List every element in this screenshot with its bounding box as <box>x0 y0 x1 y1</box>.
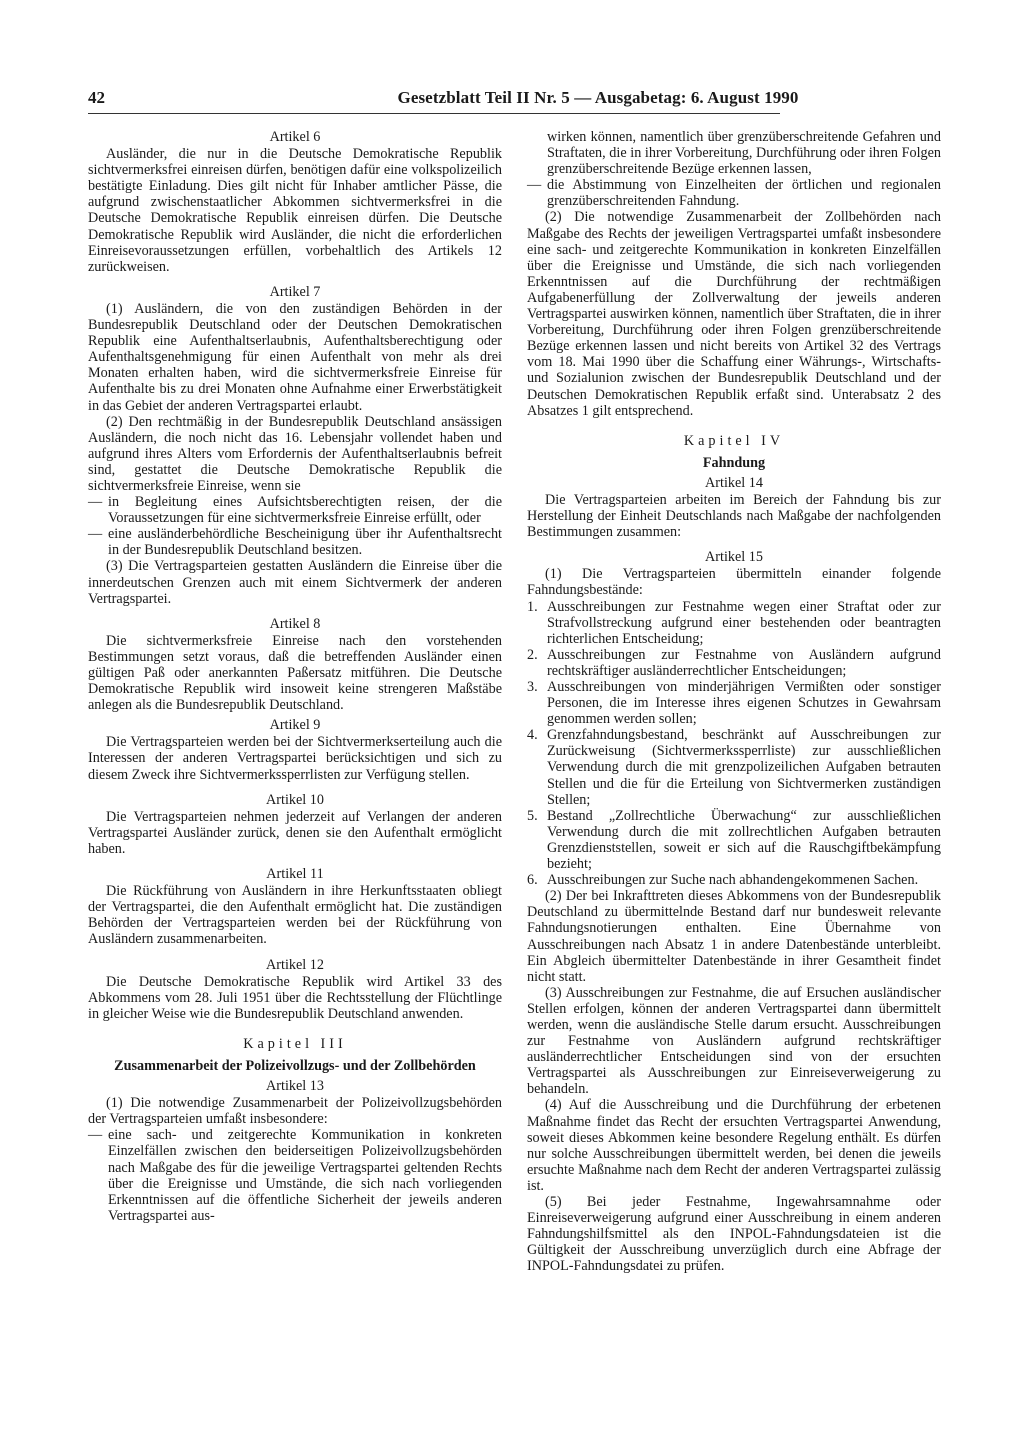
article-8-text: Die sichtvermerksfreie Einreise nach den vorstehenden Bestimmungen setzt voraus, daß die betreffenden Ausländer einen gültigen Paß oder anerkannten Paßersatz mitführen. Die Deutsche Demokratische Republik wird insoweit keine strengeren Maßstäbe anlegen als die Bundesrepublik Deutschland. <box>88 632 502 714</box>
left-column <box>88 129 502 1224</box>
article-7-bullet-1: — in Begleitung eines Aufsichtsberechtigten reisen, der die Voraussetzungen für eine sichtvermerksfreie Einreise erfüllt, oder <box>88 494 502 527</box>
article-14-text: Die Vertragsparteien arbeiten im Bereich der Fahndung bis zur Herstellung der Einheit Deutschlands nach Maßgabe der nachfolgenden Bestimmungen zusammen: <box>527 491 941 541</box>
article-13-title: Artikel 13 <box>266 1078 324 1095</box>
article-6-title: Artikel 6 <box>269 129 321 145</box>
article-14-title: Artikel 14 <box>705 474 763 491</box>
article-7-para-2: (2) Den rechtmäßig in der Bundesrepublik Deutschland ansässigen Ausländern, die noch nicht das 16. Lebensjahr vollendet haben und aufgrund ihres Alters vom Erfordernis der Aufenthaltserlaubnis befreit sind, gestattet die Deutsche Demokratische Republik die sichtvermerksfreie Einreise, wenn sie <box>88 413 502 494</box>
article-7-title: Artikel 7 <box>269 283 321 300</box>
article-11-text: Die Rückführung von Ausländern in ihre Herkunftsstaaten obliegt der Vertragspartei, die den Aufenthalt ermöglicht hat. Die zuständigen Behörden der Vertragsparteien werden bei der Rückführung von Ausländern zusammenarbeiten. <box>88 883 502 948</box>
article-10-text: Die Vertragsparteien nehmen jederzeit auf Verlangen der anderen Vertragspartei Ausländer zurück, denen sie den Aufenthalt ermöglicht haben. <box>88 808 502 857</box>
article-7-bullet-2: — eine ausländerbehördliche Bescheinigung über ihr Aufenthaltsrecht in der Bundesrepublik Deutschland besitzen. <box>88 526 502 559</box>
article-15-para-3: (3) Ausschreibungen zur Festnahme, die auf Ersuchen ausländischer Stellen erfolgen, können der anderen Vertragspartei dann übermittelt werden, wenn die ausländische Stelle darum ersucht. Ausschreibungen zur Festnahme von Ausländern aufgrund rechtskräftiger ausländerrechtlicher Entscheidungen sind von der ersuchten Vertragspartei als Ausschreibungen zur Einreiseverweigerung zu behandeln. <box>527 984 941 1098</box>
list-item: 1. Ausschreibungen zur Festnahme wegen einer Straftat oder zur Strafvollstreckung aufgrund einer bestehenden oder beantragten richterlichen Entscheidung; <box>527 598 941 647</box>
article-8-title: Artikel 8 <box>269 615 321 632</box>
right-column <box>527 129 941 1274</box>
header-rule <box>88 113 780 114</box>
article-13-bullet-1-continued: wirken können, namentlich über grenzüberschreitende Gefahren und Straftaten, die in ihrer Vorbereitung, Durchführung oder ihren Folgen grenzüberschreitende Bezüge erkennen lassen, <box>547 129 941 178</box>
list-item: 3. Ausschreibungen von minderjährigen Vermißten oder sonstiger Personen, die im Interesse ihres eigenen Schutzes in Gewahrsam genommen werden sollen; <box>527 679 941 728</box>
article-7-para-3: (3) Die Vertragsparteien gestatten Ausländern die Einreise über die innerdeutschen Grenzen auch mit einem Sichtvermerk der anderen Vertragspartei. <box>88 558 502 607</box>
list-item: 2. Ausschreibungen zur Festnahme von Ausländern aufgrund rechtskräftiger ausländerrechtlicher Entscheidungen; <box>527 646 941 679</box>
article-15-para-5: (5) Bei jeder Festnahme, Ingewahrsamnahme oder Einreiseverweigerung aufgrund einer Ausschreibung in einem anderen Fahndungshilfsmittel als den INPOL-Fahndungsdateien ist die Gültigkeit der Ausschreibung unverzüglich durch eine Abfrage der INPOL-Fahndungsdatei zu prüfen. <box>527 1194 941 1275</box>
chapter-3-title: Kapitel III <box>243 1035 347 1052</box>
chapter-3-subtitle: Zusammenarbeit der Polizeivollzugs- und der Zollbehörden <box>114 1057 476 1074</box>
list-item: 5. Bestand „Zollrechtliche Überwachung“ zur ausschließlichen Verwendung durch die mit zollrechtlichen Aufgaben betrauten Grenzdienststellen, soweit er sich auf die Rauschgiftbekämpfung bezieht; <box>527 807 941 873</box>
article-13-para-1: (1) Die notwendige Zusammenarbeit der Polizeivollzugsbehörden der Vertragsparteien umfaßt insbesondere: <box>88 1095 502 1128</box>
list-item: 6. Ausschreibungen zur Suche nach abhandengekommenen Sachen. <box>527 872 919 889</box>
page-header <box>88 88 948 114</box>
chapter-4-title: Kapitel IV <box>683 432 785 449</box>
page-number: 42 <box>88 88 105 107</box>
article-7-para-1: (1) Ausländern, die von den zuständigen Behörden in der Bundesrepublik Deutschland oder der Deutschen Demokratischen Republik eine Aufenthaltserlaubnis, Aufenthaltsberechtigung oder Aufenthaltsgenehmigung für einen Aufenthalt von mehr als drei Monaten erhalten haben, wird die sichtvermerksfreie Einreise für Aufenthalte bis zu drei Monaten ohne Aufnahme einer Erwerbstätigkeit in das Gebiet der anderen Vertragspartei erlaubt. <box>88 300 502 414</box>
article-13-bullet-2: — die Abstimmung von Einzelheiten der örtlichen und regionalen grenzüberschreitenden Fahndung. <box>527 177 941 210</box>
article-12-text: Die Deutsche Demokratische Republik wird Artikel 33 des Abkommens vom 28. Juli 1951 über die Rechtsstellung der Flüchtlinge in gleicher Weise wie die Bundesrepublik Deutschland anwenden. <box>88 973 502 1022</box>
chapter-4-subtitle: Fahndung <box>702 454 766 471</box>
article-15-title: Artikel 15 <box>705 549 763 566</box>
article-11-title: Artikel 11 <box>266 866 324 883</box>
article-9-title: Artikel 9 <box>269 717 321 734</box>
article-15-para-2: (2) Der bei Inkrafttreten dieses Abkommens von der Bundesrepublik Deutschland zu übermittelnde Bestand darf nur bundesweit relevante Fahndungsnotierungen enthalten. Eine Übernahme von Ausschreibungen nach Absatz 1 in andere Datenbestände unterbleibt. Ein Abgleich übermittelter Datenbestände in ihrer Gesamtheit findet nicht statt. <box>527 888 941 985</box>
running-head: Gesetzblatt Teil II Nr. 5 — Ausgabetag: 6. August 1990 <box>397 88 799 107</box>
article-13-para-2: (2) Die notwendige Zusammenarbeit der Zollbehörden nach Maßgabe des Rechts der jeweiligen Vertragspartei umfaßt insbesondere eine sach- und zeitgerechte Kommunikation in konkreten Einzelfällen über die Ereignisse und Umstände, die sich nach vorliegenden Erkenntnissen auf die Durchführung der rechtmäßigen Aufgabenerfüllung der Zollverwaltung der jeweils anderen Vertragspartei auswirken können, namentlich über Straftaten, die in ihrer Vorbereitung, Durchführung oder ihren Folgen grenzüberschreitende Bezüge erkennen lassen und nicht bereits von Artikel 32 des Vertrags vom 18. Mai 1990 über die Schaffung einer Währungs-, Wirtschafts- und Sozialunion zwischen der Bundesrepublik Deutschland und der Deutschen Demokratischen Republik erfaßt sind. Unterabsatz 2 des Absatzes 1 gilt entsprechend. <box>527 209 941 419</box>
article-13-bullet-1: — eine sach- und zeitgerechte Kommunikation in konkreten Einzelfällen zwischen den beiderseitigen Polizeivollzugsbehörden nach Maßgabe des für die jeweilige Vertragspartei geltenden Rechts über die Ereignisse und Umstände, die sich nach vorliegenden Erkenntnissen auf die öffentliche Sicherheit der jeweils anderen Vertragspartei aus- <box>88 1127 502 1224</box>
article-6-text: Ausländer, die nur in die Deutsche Demokratische Republik sichtvermerksfrei einreisen dürfen, benötigen dafür eine volkspolizeilich bestätigte Einladung. Dies gilt nicht für Inhaber amtlicher Pässe, die aufgrund zwischenstaatlicher Abkommen sichtvermerksfrei in die Deutsche Demokratische Republik einreisen dürfen. Die Deutsche Demokratische Republik wird Ausländer, die nicht die erforderlichen Einreisevoraussetzungen erfüllen, vorbehaltlich des Artikels 12 zurückweisen. <box>88 146 502 275</box>
list-item: 4. Grenzfahndungsbestand, beschränkt auf Ausschreibungen zur Zurückweisung (Sichtvermerkssperrliste) zur ausschließlichen Verwendung durch die mit grenzpolizeilichen Aufgaben betrauten Stellen und die für die Erteilung von Sichtvermerken zuständigen Stellen; <box>527 727 941 808</box>
article-12-title: Artikel 12 <box>266 956 324 973</box>
article-15-para-4: (4) Auf die Ausschreibung und die Durchführung der erbetenen Maßnahme findet das Recht der ersuchten Vertragspartei Anwendung, soweit dieses Abkommen keine besondere Regelung enthält. Es dürfen nur solche Ausschreibungen übermittelt werden, bei denen die jeweils ersuchte Maßnahme nach dem Recht der anderen Vertragspartei zulässig ist. <box>527 1097 941 1194</box>
article-10-title: Artikel 10 <box>266 791 324 808</box>
article-15-para-1: (1) Die Vertragsparteien übermitteln einander folgende Fahndungsbestände: <box>527 566 941 599</box>
article-9-text: Die Vertragsparteien werden bei der Sichtvermerkserteilung auch die Interessen der anderen Vertragspartei berücksichtigen und sich zu diesem Zweck ihre Sichtvermerkssperrlisten zur Verfügung stellen. <box>88 734 502 783</box>
